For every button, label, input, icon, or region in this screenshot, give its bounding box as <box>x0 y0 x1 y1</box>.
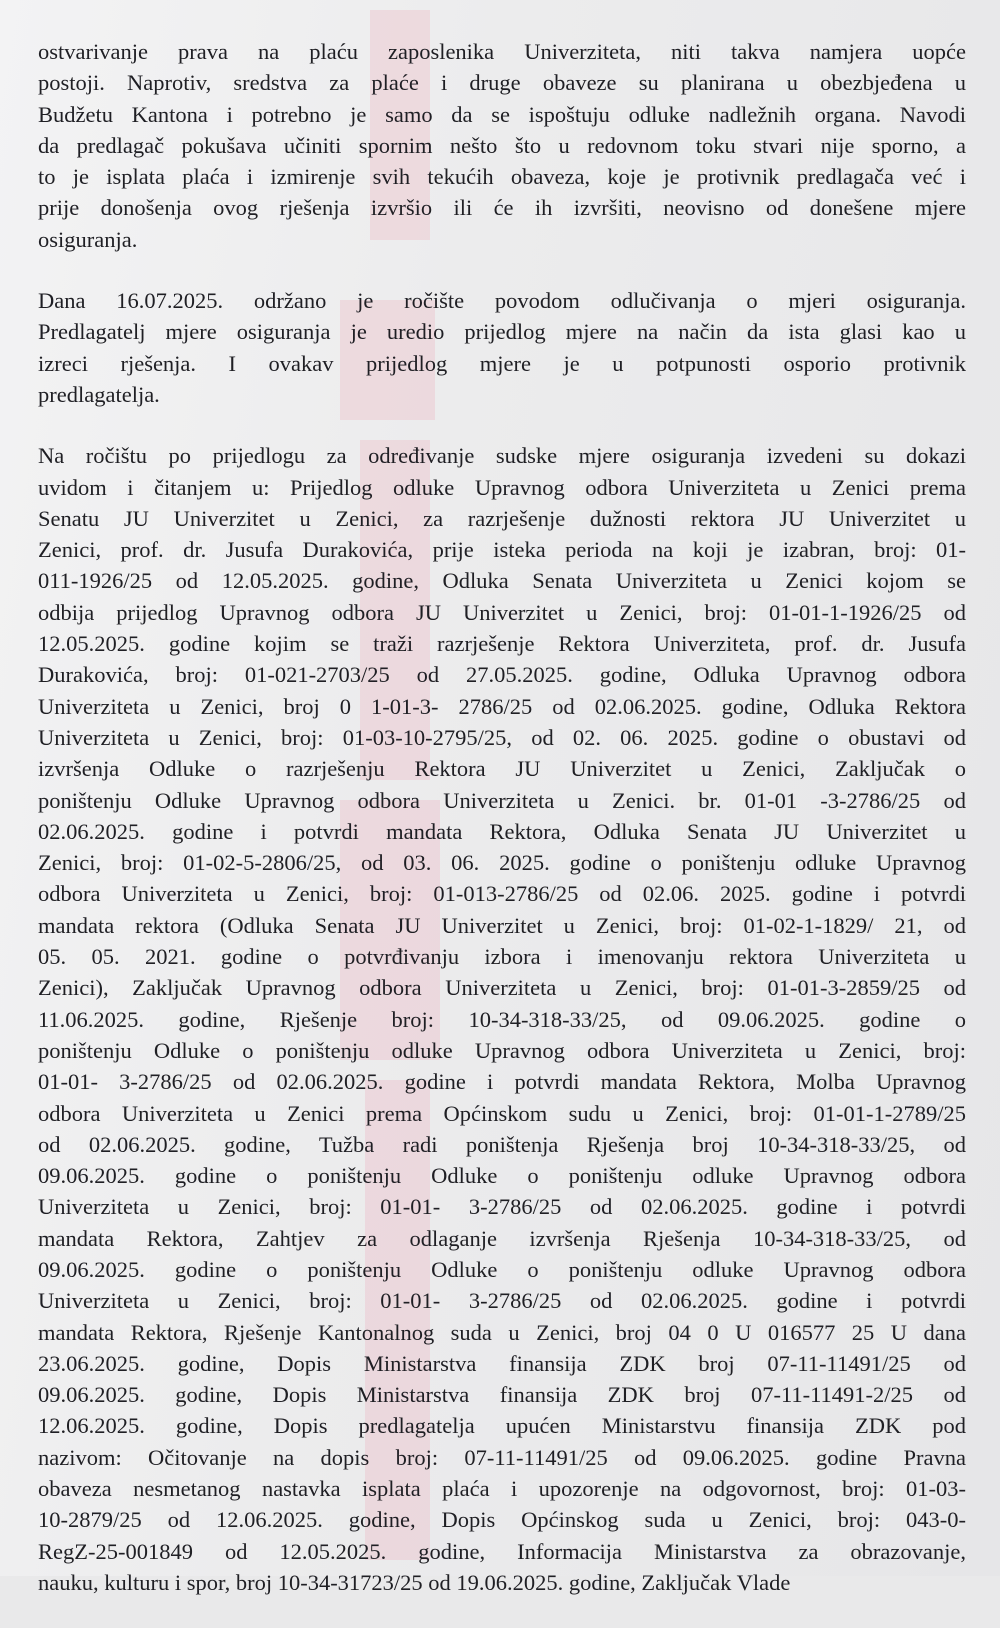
text-line: od 02.06.2025. godine, Tužba radi poništenja Rješenja broj 10-34-318-33/25, od <box>38 1131 966 1157</box>
text-line: Zenici, broj: 01-02-5-2806/25, od 03. 06. 2025. godine o poništenju odluke Upravnog <box>38 850 966 876</box>
text-line: to je isplata plaća i izmirenje svih tekućih obaveza, koje je protivnik predlagača već i <box>38 164 966 190</box>
text-line: Univerziteta u Zenici, broj: 01-03-10-2795/25, od 02. 06. 2025. godine o obustavi od <box>38 724 966 750</box>
paragraph <box>38 36 966 255</box>
text-line: Durakovića, broj: 01-021-2703/25 od 27.05.2025. godine, Odluka Upravnog odbora <box>38 662 966 688</box>
text-line: prije donošenja ovog rješenja izvršio ili će ih izvršiti, neovisno od donešene mjere <box>38 195 966 221</box>
text-line: predlagatelja. <box>38 381 160 407</box>
text-line: 11.06.2025. godine, Rješenje broj: 10-34-318-33/25, od 09.06.2025. godine o <box>38 1006 966 1032</box>
text-line: osiguranja. <box>38 226 138 252</box>
document-body <box>38 36 966 1628</box>
text-line: odbora Univerziteta u Zenici prema Općinskom sudu u Zenici, broj: 01-01-1-2789/25 <box>38 1100 966 1126</box>
text-line: 01-01- 3-2786/25 od 02.06.2025. godine i potvrdi mandata Rektora, Molba Upravnog <box>38 1069 966 1095</box>
text-line: RegZ-25-001849 od 12.05.2025. godine, Informacija Ministarstva za obrazovanje, <box>38 1538 966 1564</box>
text-line: izvršenja Odluke o razrješenju Rektora JU Univerzitet u Zenici, Zaključak o <box>38 756 966 782</box>
text-line: 12.05.2025. godine kojim se traži razrješenje Rektora Univerziteta, prof. dr. Jusufa <box>38 631 966 657</box>
text-line: 09.06.2025. godine o poništenju Odluke o poništenju odluke Upravnog odbora <box>38 1163 966 1189</box>
text-line: Budžetu Kantona i potrebno je samo da se ispoštuju odluke nadležnih organa. Navodi <box>38 101 966 127</box>
paragraph <box>38 440 966 1598</box>
text-line: nauku, kulturu i spor, broj 10-34-31723/25 od 19.06.2025. godine, Zaključak Vlade <box>38 1569 791 1595</box>
text-line: 12.06.2025. godine, Dopis predlagatelja upućen Ministarstvu finansija ZDK pod <box>38 1413 966 1439</box>
text-line: postoji. Naprotiv, sredstva za plaće i druge obaveze su planirana u obezbjeđena u <box>38 70 966 96</box>
text-line: mandata rektora (Odluka Senata JU Univerzitet u Zenici, broj: 01-02-1-1829/ 21, od <box>38 912 966 938</box>
text-line: poništenju Odluke o poništenju odluke Upravnog odbora Univerziteta u Zenici, broj: <box>38 1037 966 1063</box>
text-line: da predlagač pokušava učiniti spornim nešto što u redovnom toku stvari nije sporno, a <box>38 132 966 158</box>
text-line: Univerziteta u Zenici, broj: 01-01- 3-2786/25 od 02.06.2025. godine i potvrdi <box>38 1288 966 1314</box>
text-line: Na ročištu po prijedlogu za određivanje sudske mjere osiguranja izvedeni su dokazi <box>38 443 966 469</box>
text-line: Dana 16.07.2025. održano je ročište povodom odlučivanja o mjeri osiguranja. <box>38 288 966 314</box>
text-line: Zenici), Zaključak Upravnog odbora Univerziteta u Zenici, broj: 01-01-3-2859/25 od <box>38 975 966 1001</box>
text-line: izreci rješenja. I ovakav prijedlog mjere je u potpunosti osporio protivnik <box>38 350 966 376</box>
text-line: Univerziteta u Zenici, broj: 01-01- 3-2786/25 od 02.06.2025. godine i potvrdi <box>38 1194 966 1220</box>
paragraph <box>38 285 966 410</box>
text-line: 02.06.2025. godine i potvrdi mandata Rektora, Odluka Senata JU Univerzitet u <box>38 818 966 844</box>
text-line: uvidom i čitanjem u: Prijedlog odluke Upravnog odbora Univerziteta u Zenici prema <box>38 474 966 500</box>
text-line: mandata Rektora, Zahtjev za odlaganje izvršenja Rješenja 10-34-318-33/25, od <box>38 1225 966 1251</box>
text-line: 05. 05. 2021. godine o potvrđivanju izbora i imenovanju rektora Univerziteta u <box>38 944 966 970</box>
text-line: 09.06.2025. godine, Dopis Ministarstva finansija ZDK broj 07-11-11491-2/25 od <box>38 1382 966 1408</box>
text-line: obaveza nesmetanog nastavka isplata plaća i upozorenje na odgovornost, broj: 01-03- <box>38 1476 966 1502</box>
text-line: Predlagatelj mjere osiguranja je uredio prijedlog mjere na način da ista glasi kao u <box>38 319 966 345</box>
text-line: 10-2879/25 od 12.06.2025. godine, Dopis Općinskog suda u Zenici, broj: 043-0- <box>38 1507 966 1533</box>
text-line: ostvarivanje prava na plaću zaposlenika Univerziteta, niti takva namjera uopće <box>38 39 966 64</box>
text-line: mandata Rektora, Rješenje Kantonalnog suda u Zenici, broj 04 0 U 016577 25 U dana <box>38 1319 966 1345</box>
text-line: odbija prijedlog Upravnog odbora JU Univerzitet u Zenici, broj: 01-01-1-1926/25 od <box>38 599 966 625</box>
text-line: Univerziteta u Zenici, broj 0 1-01-3- 2786/25 od 02.06.2025. godine, Odluka Rektora <box>38 693 966 719</box>
text-line: poništenju Odluke Upravnog odbora Univerziteta u Zenici. br. 01-01 -3-2786/25 od <box>38 787 966 813</box>
text-line: 09.06.2025. godine o poništenju Odluke o poništenju odluke Upravnog odbora <box>38 1256 966 1282</box>
text-line: Senatu JU Univerzitet u Zenici, za razrješenje dužnosti rektora JU Univerzitet u <box>38 505 966 531</box>
text-line: 011-1926/25 od 12.05.2025. godine, Odluka Senata Univerziteta u Zenici kojom se <box>38 568 966 594</box>
text-line: Zenici, prof. dr. Jusufa Durakovića, prije isteka perioda na koji je izabran, broj: 01- <box>38 537 966 563</box>
text-line: odbora Univerziteta u Zenici, broj: 01-013-2786/25 od 02.06. 2025. godine i potvrdi <box>38 881 966 907</box>
text-line: nazivom: Očitovanje na dopis broj: 07-11-11491/25 od 09.06.2025. godine Pravna <box>38 1444 966 1470</box>
text-line: 23.06.2025. godine, Dopis Ministarstva finansija ZDK broj 07-11-11491/25 od <box>38 1350 966 1376</box>
